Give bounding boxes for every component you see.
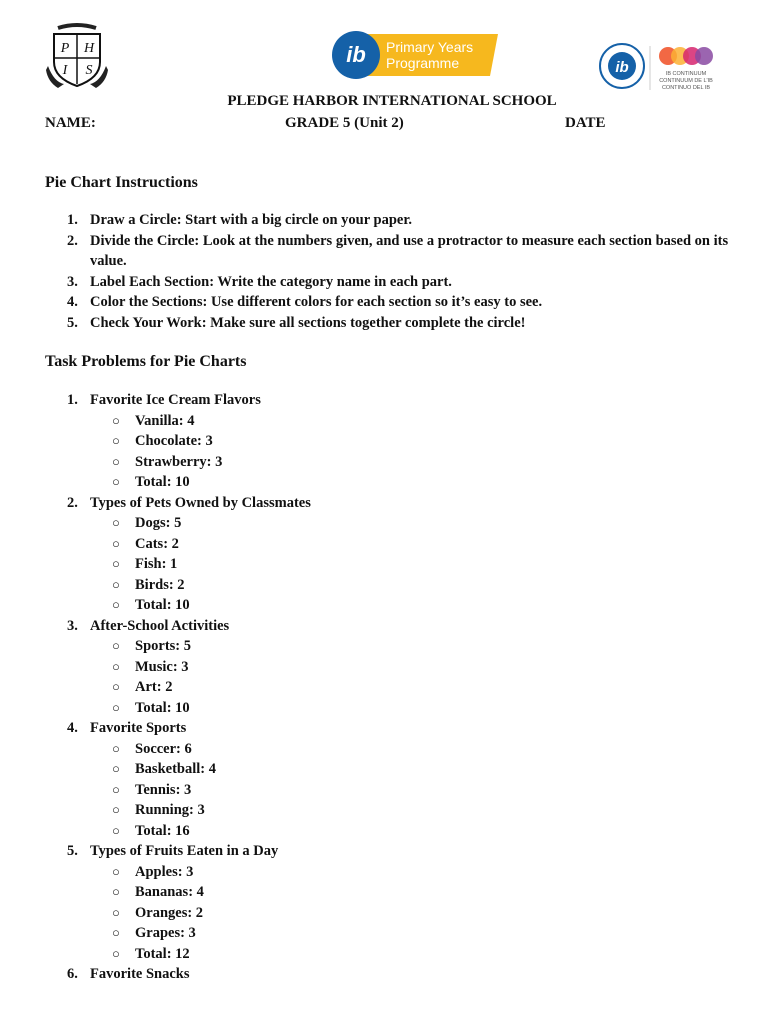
task-number: 5.: [67, 843, 78, 859]
svg-text:Primary Years: Primary Years: [386, 39, 474, 55]
task-title: After-School Activities: [90, 617, 230, 634]
task-item: [45, 862, 745, 883]
task-item-text: Oranges: 2: [135, 904, 204, 921]
task-number: 3.: [67, 617, 78, 634]
task-problem: [45, 493, 745, 514]
circle-bullet-icon: ○: [112, 556, 120, 571]
task-item: [45, 534, 745, 555]
circle-bullet-icon: ○: [112, 679, 120, 694]
task-number: 4.: [67, 720, 78, 736]
task-problem: [45, 718, 745, 739]
task-item-text: Birds: 2: [135, 576, 185, 593]
circle-bullet-icon: ○: [112, 658, 120, 674]
task-item-text: Bananas: 4: [135, 884, 204, 900]
svg-text:Programme: Programme: [386, 55, 460, 71]
task-item-text: Soccer: 6: [135, 740, 192, 757]
circle-bullet-icon: ○: [112, 576, 120, 592]
task-item-text: Art: 2: [135, 679, 173, 695]
instruction-step: 2. Divide the Circle: Look at the numbers given, and use a protractor to measure each section based on its value.: [67, 232, 729, 269]
task-item: [45, 759, 745, 780]
task-item: [45, 944, 745, 965]
task-item: [45, 554, 745, 575]
instruction-step: 1. Draw a Circle: Start with a big circle on your paper.: [67, 212, 413, 228]
task-item-text: Total: 12: [135, 945, 190, 962]
svg-text:I: I: [62, 63, 68, 78]
instruction-text: Color the Sections: Use different colors for each section so it’s easy to see.: [90, 294, 543, 310]
instructions-list: [45, 210, 745, 333]
task-item-text: Tennis: 3: [135, 781, 192, 798]
instruction-step: 4. Color the Sections: Use different colors for each section so it’s easy to see.: [67, 294, 543, 310]
task-item: [45, 636, 745, 657]
circle-bullet-icon: ○: [112, 781, 120, 797]
svg-text:S: S: [85, 63, 93, 78]
task-item-text: Total: 10: [135, 699, 190, 716]
task-item: [45, 800, 745, 821]
task-item-text: Cats: 2: [135, 535, 179, 552]
circle-bullet-icon: ○: [112, 535, 120, 551]
task-item-text: Fish: 1: [135, 556, 178, 572]
task-title: Favorite Sports: [90, 720, 187, 736]
circle-bullet-icon: ○: [112, 884, 120, 899]
instructions-title: Pie Chart Instructions: [45, 174, 198, 191]
circle-bullet-icon: ○: [112, 474, 120, 489]
instruction-step: 5. Check Your Work: Make sure all sections together complete the circle!: [67, 314, 526, 331]
svg-text:IB CONTINUUM: IB CONTINUUM: [665, 71, 707, 77]
task-problem: [45, 616, 745, 637]
task-title: Favorite Ice Cream Flavors: [90, 392, 261, 408]
circle-bullet-icon: ○: [112, 412, 120, 428]
task-item: [45, 739, 745, 760]
task-item-text: Basketball: 4: [135, 761, 216, 777]
task-item-text: Total: 10: [135, 474, 190, 490]
task-item-text: Strawberry: 3: [135, 453, 223, 470]
circle-bullet-icon: ○: [112, 740, 120, 756]
svg-text:H: H: [83, 41, 95, 56]
task-problem: [45, 841, 745, 862]
task-item: [45, 472, 745, 493]
task-item: [45, 882, 745, 903]
circle-bullet-icon: ○: [112, 433, 120, 448]
circle-bullet-icon: ○: [112, 638, 120, 653]
circle-bullet-icon: ○: [112, 699, 120, 715]
ib-continuum-logo: [598, 40, 726, 96]
svg-text:CONTINUUM DE L'IB: CONTINUUM DE L'IB: [659, 78, 713, 84]
circle-bullet-icon: ○: [112, 945, 120, 961]
svg-text:ib: ib: [615, 59, 629, 76]
task-item-text: Chocolate: 3: [135, 433, 213, 449]
task-number: 1.: [67, 392, 78, 408]
name-label: NAME:: [45, 115, 96, 131]
task-item: [45, 677, 745, 698]
circle-bullet-icon: ○: [112, 904, 120, 920]
svg-text:P: P: [60, 41, 70, 56]
task-number: 2.: [67, 494, 78, 511]
task-title: Types of Pets Owned by Classmates: [90, 494, 311, 511]
circle-bullet-icon: ○: [112, 925, 120, 940]
date-label: DATE: [565, 115, 606, 131]
task-list: [45, 390, 745, 985]
svg-text:ib: ib: [346, 42, 366, 67]
task-item: [45, 575, 745, 596]
circle-bullet-icon: ○: [112, 597, 120, 612]
tasks-title: Task Problems for Pie Charts: [45, 353, 247, 370]
task-item-text: Dogs: 5: [135, 515, 182, 531]
task-item-text: Total: 16: [135, 822, 190, 839]
task-item: [45, 657, 745, 678]
school-crest-logo: [44, 22, 110, 90]
task-item: [45, 452, 745, 473]
task-title: Types of Fruits Eaten in a Day: [90, 843, 279, 859]
task-item-text: Running: 3: [135, 802, 205, 818]
task-item: [45, 903, 745, 924]
task-item-text: Apples: 3: [135, 863, 194, 880]
circle-bullet-icon: ○: [112, 863, 120, 879]
svg-text:CONTINUO DEL IB: CONTINUO DEL IB: [661, 85, 711, 91]
circle-bullet-icon: ○: [112, 822, 120, 838]
circle-bullet-icon: ○: [112, 761, 120, 776]
circle-bullet-icon: ○: [112, 802, 120, 817]
instruction-text: Draw a Circle: Start with a big circle on your paper.: [90, 212, 413, 228]
task-number: 6.: [67, 966, 78, 982]
task-item-text: Sports: 5: [135, 638, 191, 654]
grade-label: GRADE 5 (Unit 2): [285, 115, 404, 131]
task-item: [45, 513, 745, 534]
task-item: [45, 595, 745, 616]
instruction-text: Label Each Section: Write the category name in each part.: [90, 273, 452, 290]
task-item-text: Total: 10: [135, 597, 190, 613]
task-problem: [45, 390, 745, 411]
school-name: PLEDGE HARBOR INTERNATIONAL SCHOOL: [227, 93, 557, 109]
ib-pyp-logo: [330, 30, 498, 80]
task-item: [45, 821, 745, 842]
instruction-text: Check Your Work: Make sure all sections together complete the circle!: [90, 314, 526, 331]
task-item-text: Vanilla: 4: [135, 412, 195, 429]
task-item-text: Music: 3: [135, 658, 189, 675]
task-item: [45, 431, 745, 452]
task-item-text: Grapes: 3: [135, 925, 196, 941]
task-item: [45, 698, 745, 719]
task-item: [45, 780, 745, 801]
task-title: Favorite Snacks: [90, 966, 190, 982]
circle-bullet-icon: ○: [112, 515, 120, 530]
instruction-text: Divide the Circle: Look at the numbers given, and use a protractor to measure each section based on its value.: [90, 232, 729, 269]
task-problem: [45, 964, 745, 985]
instruction-step: 3. Label Each Section: Write the category name in each part.: [67, 273, 452, 290]
task-item: [45, 923, 745, 944]
circle-bullet-icon: ○: [112, 453, 120, 469]
task-item: [45, 411, 745, 432]
